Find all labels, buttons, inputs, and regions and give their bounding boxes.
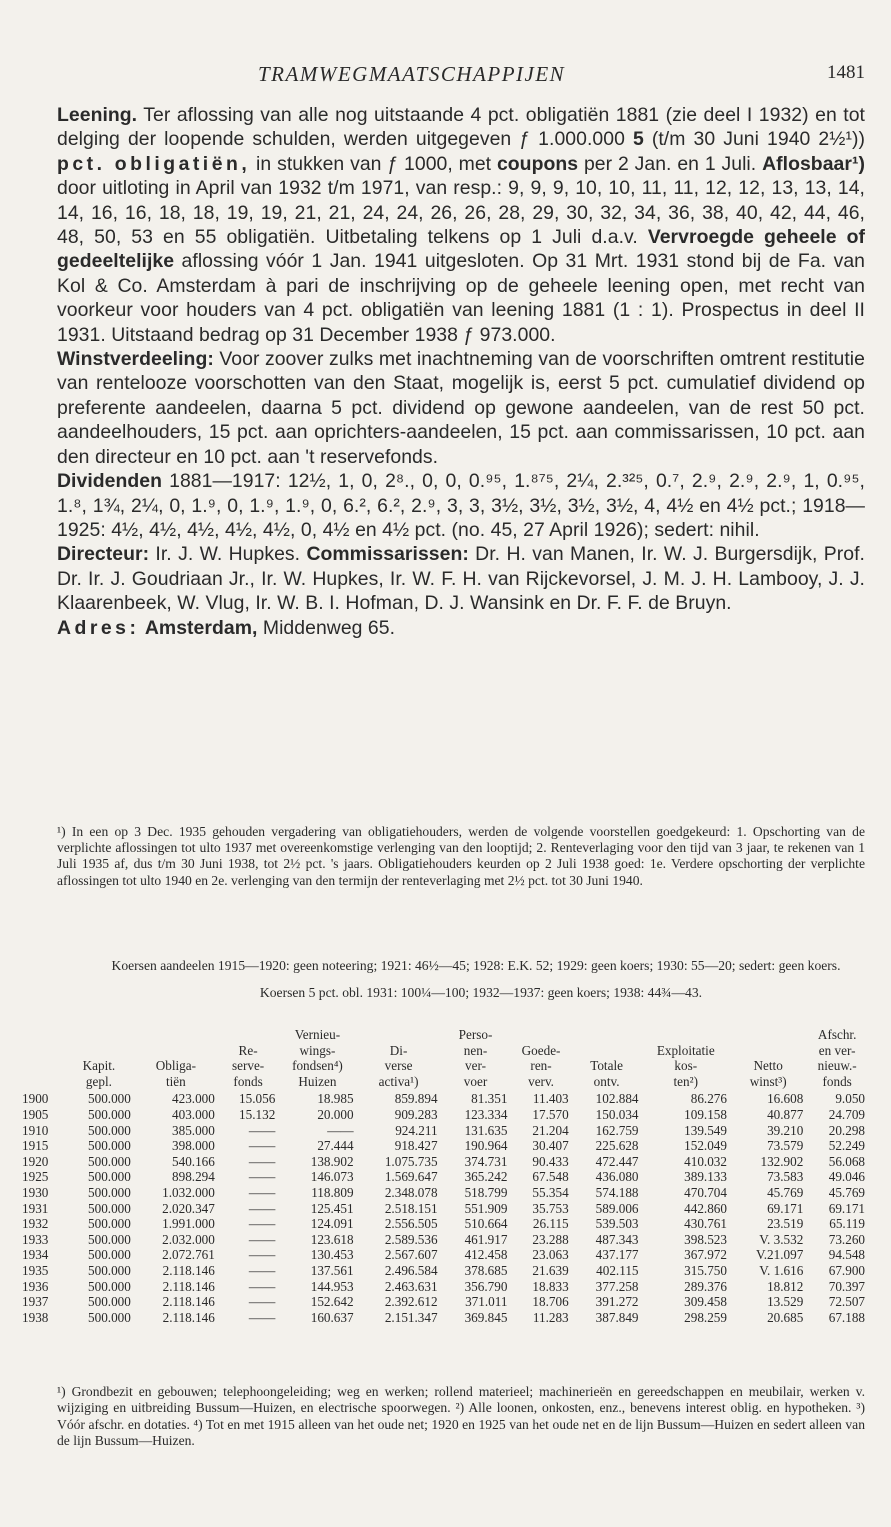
table-cell: 225.628 bbox=[595, 1138, 639, 1154]
table-cell: 540.166 bbox=[172, 1153, 215, 1169]
koersen-obligaties: Koersen 5 pct. obl. 1931: 100¼—100; 1932—1937: geen koers; 1938: 44¾—43. bbox=[259, 984, 703, 1000]
table-cell: 9.050 bbox=[835, 1091, 865, 1107]
table-cell: 23.519 bbox=[767, 1216, 804, 1232]
table-cell: 487.343 bbox=[595, 1231, 639, 1247]
table-cell: 500.000 bbox=[88, 1184, 131, 1200]
table-header-cell bbox=[134, 1027, 218, 1043]
table-cell: 2.556.505 bbox=[384, 1216, 438, 1232]
leening-rate: 5 bbox=[632, 128, 644, 151]
table-header-cell: Perso- bbox=[458, 1027, 493, 1042]
table-cell: 289.376 bbox=[684, 1278, 727, 1294]
table-cell-year: 1935 bbox=[22, 1262, 49, 1278]
table-cell: 500.000 bbox=[88, 1200, 131, 1216]
table-cell: 500.000 bbox=[88, 1294, 131, 1310]
table-header-cell: Exploitatie bbox=[656, 1042, 715, 1058]
table-cell: 377.258 bbox=[595, 1278, 639, 1294]
table-cell: —— bbox=[248, 1294, 276, 1310]
table-cell: 24.709 bbox=[828, 1106, 865, 1122]
table-cell: 39.210 bbox=[767, 1122, 804, 1138]
table-cell: 1.032.000 bbox=[162, 1184, 215, 1200]
table-header-cell: kos- bbox=[674, 1058, 698, 1074]
table-cell: 500.000 bbox=[88, 1309, 131, 1325]
table-header-cell: wings- bbox=[299, 1042, 336, 1058]
table-cell: 2.020.347 bbox=[162, 1200, 215, 1216]
table-header-cell bbox=[572, 1043, 642, 1059]
table-row bbox=[22, 1169, 868, 1185]
table-header-cell bbox=[730, 1043, 806, 1059]
table-cell: 125.451 bbox=[310, 1200, 354, 1216]
table-header bbox=[22, 1027, 868, 1089]
table-cell: 65.119 bbox=[829, 1216, 865, 1232]
table-cell: —— bbox=[248, 1247, 276, 1263]
table-cell: 2.072.761 bbox=[162, 1247, 215, 1263]
table-cell: —— bbox=[248, 1278, 276, 1294]
table-row bbox=[22, 1232, 868, 1248]
table-cell: 500.000 bbox=[88, 1153, 131, 1169]
table-cell: 367.972 bbox=[684, 1247, 727, 1263]
table-row bbox=[22, 1263, 868, 1279]
table-header-cell: Kapit. bbox=[82, 1058, 116, 1074]
running-title: TRAMWEGMAATSCHAPPIJEN bbox=[258, 62, 566, 86]
table-cell: 67.900 bbox=[828, 1262, 865, 1278]
table-row bbox=[22, 1185, 868, 1201]
leening-text-1: Ter aflossing van alle nog uitstaande 4 pct. obligatiën 1881 (zie deel I 1932) en tot delging der loopende schulden, werden uitgegeven ƒ 1.000.000 bbox=[57, 104, 865, 151]
table-cell: 72.507 bbox=[828, 1294, 865, 1310]
financial-table bbox=[22, 1027, 868, 1325]
table-cell: V.21.097 bbox=[755, 1247, 804, 1263]
table-header-cell: nieuw.- bbox=[817, 1058, 857, 1074]
table-cell: 500.000 bbox=[88, 1262, 131, 1278]
table-header-row bbox=[22, 1043, 868, 1059]
table-cell: 500.000 bbox=[88, 1247, 131, 1263]
table-cell: —— bbox=[248, 1216, 276, 1232]
table-cell: —— bbox=[248, 1169, 276, 1185]
leening-coupons: coupons bbox=[496, 152, 579, 175]
table-row bbox=[22, 1247, 868, 1263]
table-cell: V. 1.616 bbox=[759, 1262, 804, 1278]
table-header-cell: tiën bbox=[165, 1073, 186, 1089]
commissarissen-text: Dr. H. van Manen, Ir. W. J. Burgersdijk, Prof. Dr. Ir. J. Goudriaan Jr., Ir. W. Hupkes, Ir. W. F. H. van Rijckevorsel, J. M. J. H. Lambooy, J. J. Klaarenbeek, W. Vlug, Ir. W. B. I. Hofman, D. J. Wansink en Dr. F. F. de Bruyn. bbox=[57, 543, 865, 615]
table-header-cell: fonds bbox=[233, 1073, 263, 1089]
table-cell: 13.529 bbox=[767, 1294, 804, 1310]
table-cell: 2.463.631 bbox=[384, 1278, 438, 1294]
table-header-cell: fonds bbox=[822, 1073, 852, 1089]
table-cell: 2.567.607 bbox=[384, 1247, 438, 1263]
table-cell: 137.561 bbox=[310, 1262, 354, 1278]
table-header-cell: Afschr. bbox=[817, 1027, 857, 1042]
table-cell: 21.639 bbox=[532, 1262, 569, 1278]
table-header-cell: Totale bbox=[590, 1058, 623, 1074]
table-cell: —— bbox=[248, 1231, 276, 1247]
table-cell: 130.453 bbox=[310, 1247, 354, 1263]
table-cell: —— bbox=[248, 1138, 276, 1154]
table-cell: 2.118.146 bbox=[162, 1262, 215, 1278]
paragraph-leening bbox=[57, 103, 865, 347]
table-cell: 410.032 bbox=[684, 1153, 727, 1169]
table-row bbox=[22, 1107, 868, 1123]
table-cell: 27.444 bbox=[317, 1138, 354, 1154]
table-cell-year: 1910 bbox=[22, 1122, 49, 1138]
table-header-cell bbox=[510, 1027, 571, 1043]
table-header-cell: verv. bbox=[528, 1073, 554, 1089]
table-cell-year: 1938 bbox=[22, 1309, 49, 1325]
table-cell: 371.011 bbox=[465, 1294, 508, 1310]
table-header-row bbox=[22, 1058, 868, 1074]
table-header-cell bbox=[22, 1074, 64, 1090]
table-cell: V. 3.532 bbox=[759, 1231, 804, 1247]
table-cell: 20.298 bbox=[828, 1122, 865, 1138]
table-cell: 374.731 bbox=[464, 1153, 508, 1169]
table-cell: 461.917 bbox=[464, 1231, 508, 1247]
body-text bbox=[57, 103, 865, 640]
table-header-cell: ontv. bbox=[593, 1073, 620, 1089]
table-cell: 423.000 bbox=[172, 1091, 215, 1107]
table-cell: 40.877 bbox=[767, 1106, 804, 1122]
paragraph-winstverdeeling bbox=[57, 347, 865, 469]
table-header-cell: ten²) bbox=[673, 1073, 698, 1089]
table-cell: 49.046 bbox=[828, 1169, 865, 1185]
table-cell: 138.902 bbox=[310, 1153, 354, 1169]
table-cell: 500.000 bbox=[88, 1216, 131, 1232]
table-cell: 402.115 bbox=[596, 1262, 639, 1278]
table-header-cell bbox=[22, 1027, 64, 1043]
table-cell: 898.294 bbox=[172, 1169, 215, 1185]
table-cell: 2.348.078 bbox=[384, 1184, 438, 1200]
table-cell: 2.589.536 bbox=[384, 1231, 438, 1247]
table-cell: 500.000 bbox=[88, 1278, 131, 1294]
table-cell: 2.496.584 bbox=[384, 1262, 438, 1278]
table-row bbox=[22, 1279, 868, 1295]
table-cell: 86.276 bbox=[690, 1091, 727, 1107]
table-cell: 20.685 bbox=[767, 1309, 804, 1325]
dividenden-text: 1881—1917: 12½, 1, 0, 2⁸., 0, 0, 0.⁹⁵, 1.⁸⁷⁵, 2¼, 2.³²⁵, 0.⁷, 2.⁹, 2.⁹, 2.⁹, 1, 0.⁹⁵, 1.⁸, 1¾, 2¼, 0, 1.⁹, 0, 1.⁹, 1.⁹, 0, 6.², 6.², 2.⁹, 3, 3, 3½, 3½, 3½, 3½, 4, 4½ en 4½ pct.; 1918—1925: 4½, 4½, 4½, 4½, 4½, 0, 4½ en 4½ pct. (no. 45, 27 April 1926); sedert: nihil. bbox=[57, 470, 865, 541]
table-cell: 2.392.612 bbox=[384, 1294, 438, 1310]
koersen-aandeelen: Koersen aandeelen 1915—1920: geen noteering; 1921: 46½—45; 1928: E.K. 52; 1929: geen koers; 1930: 55—20; sedert: geen koers. bbox=[111, 958, 841, 973]
table-row bbox=[22, 1201, 868, 1217]
table-cell: 356.790 bbox=[464, 1278, 508, 1294]
table-cell: 918.427 bbox=[394, 1138, 438, 1154]
table-cell-year: 1920 bbox=[22, 1153, 49, 1169]
table-cell: 391.272 bbox=[595, 1294, 639, 1310]
table-header-cell bbox=[22, 1043, 64, 1059]
table-cell: 45.769 bbox=[828, 1184, 865, 1200]
table-cell: 102.884 bbox=[595, 1091, 639, 1107]
table-cell: 2.118.146 bbox=[162, 1309, 215, 1325]
table-header-cell bbox=[642, 1027, 730, 1043]
table-header-cell: Huizen bbox=[298, 1073, 337, 1089]
table-cell-year: 1936 bbox=[22, 1278, 49, 1294]
table-cell: 574.188 bbox=[595, 1184, 639, 1200]
table-cell: 150.034 bbox=[595, 1106, 639, 1122]
table-cell: 23.288 bbox=[532, 1231, 569, 1247]
table-cell: —— bbox=[327, 1122, 354, 1138]
leening-text-3: in stukken van ƒ 1000, met bbox=[250, 152, 497, 175]
table-cell: 69.171 bbox=[828, 1200, 865, 1216]
table-cell: 472.447 bbox=[595, 1153, 639, 1169]
table-cell: 67.188 bbox=[828, 1309, 865, 1325]
table-body bbox=[22, 1089, 868, 1325]
table-cell: —— bbox=[248, 1153, 276, 1169]
table-header-cell: nen- bbox=[463, 1042, 488, 1058]
table-cell: —— bbox=[248, 1262, 276, 1278]
table-cell: 18.985 bbox=[317, 1091, 354, 1107]
table-header-row bbox=[22, 1027, 868, 1043]
table-cell: 11.403 bbox=[532, 1091, 569, 1107]
table-cell: 56.068 bbox=[828, 1153, 865, 1169]
leening-text-6: aflossing vóór 1 Jan. 1941 uitgesloten. Op 31 Mrt. 1931 stond bij de Fa. van Kol & Co. Amsterdam à pari de inschrijving op de geheele leening open, met recht van voorkeur voor houders van 4 pct. obligatiën van leening 1881 (1 : 1). Prospectus in deel II 1931. Uitstaand bedrag op 31 December 1938 ƒ 973.000. bbox=[57, 250, 865, 346]
table-cell: 20.000 bbox=[317, 1106, 354, 1122]
table-cell: 73.583 bbox=[767, 1169, 804, 1185]
table-header-cell: ver- bbox=[465, 1058, 486, 1074]
table-cell: 35.753 bbox=[532, 1200, 569, 1216]
running-head bbox=[0, 62, 891, 88]
commissarissen-heading: Commissarissen: bbox=[306, 543, 469, 566]
table-cell: 109.158 bbox=[684, 1106, 727, 1122]
table-cell: 437.177 bbox=[595, 1247, 639, 1263]
leening-text-2: (t/m 30 Juni 1940 2½¹)) bbox=[643, 128, 865, 151]
table-cell: 23.063 bbox=[532, 1247, 569, 1263]
table-header-cell: Di- bbox=[389, 1042, 408, 1058]
table-cell: 45.769 bbox=[767, 1184, 804, 1200]
adres-city: Amsterdam, bbox=[144, 616, 258, 639]
table-cell: 369.845 bbox=[464, 1309, 508, 1325]
table-cell: 398.523 bbox=[684, 1231, 727, 1247]
table-cell: 94.548 bbox=[828, 1247, 865, 1263]
table-cell-year: 1930 bbox=[22, 1184, 49, 1200]
table-cell: 1.075.735 bbox=[384, 1153, 438, 1169]
table-header-cell: gepl. bbox=[85, 1073, 112, 1089]
table-cell: 365.242 bbox=[464, 1169, 508, 1185]
table-cell: 146.073 bbox=[310, 1169, 354, 1185]
table-cell: 162.759 bbox=[595, 1122, 639, 1138]
table-cell: 152.642 bbox=[310, 1294, 354, 1310]
table-cell: 315.750 bbox=[684, 1262, 727, 1278]
winst-heading: Winstverdeeling: bbox=[57, 348, 214, 371]
table-cell: 385.000 bbox=[172, 1122, 215, 1138]
table-cell: 500.000 bbox=[88, 1138, 131, 1154]
table-cell: 387.849 bbox=[595, 1309, 639, 1325]
table-header-cell: Re- bbox=[238, 1042, 258, 1058]
table-cell: 589.006 bbox=[595, 1200, 639, 1216]
table-cell: 500.000 bbox=[88, 1169, 131, 1185]
table-cell: 1.991.000 bbox=[162, 1216, 215, 1232]
table-header-cell: Vernieu- bbox=[294, 1027, 341, 1042]
leening-obligaties: pct. obligatiën, bbox=[57, 152, 251, 175]
dividenden-heading: Dividenden bbox=[57, 470, 163, 493]
paragraph-dividenden bbox=[57, 469, 865, 542]
table-cell: 18.833 bbox=[532, 1278, 569, 1294]
table-cell: 124.091 bbox=[310, 1216, 354, 1232]
table-cell: 924.211 bbox=[395, 1122, 438, 1138]
adres-heading: Adres: bbox=[57, 616, 140, 639]
table-row bbox=[22, 1123, 868, 1139]
table-header-row bbox=[22, 1074, 868, 1090]
table-cell: 1.569.647 bbox=[384, 1169, 438, 1185]
table-cell: —— bbox=[248, 1184, 276, 1200]
table-header-cell bbox=[730, 1027, 806, 1043]
table-cell: 144.953 bbox=[310, 1278, 354, 1294]
table-cell: 55.354 bbox=[532, 1184, 569, 1200]
table-cell: 18.812 bbox=[767, 1278, 804, 1294]
table-cell: 510.664 bbox=[464, 1216, 508, 1232]
table-header-cell bbox=[134, 1043, 218, 1059]
table-cell: 500.000 bbox=[88, 1091, 131, 1107]
table-cell-year: 1932 bbox=[22, 1216, 49, 1232]
table-cell: 470.704 bbox=[684, 1184, 727, 1200]
table-cell: —— bbox=[248, 1200, 276, 1216]
paragraph-adres bbox=[57, 616, 865, 640]
table-cell: 378.685 bbox=[464, 1262, 508, 1278]
table-cell: 2.118.146 bbox=[162, 1278, 215, 1294]
table-cell: 442.860 bbox=[684, 1200, 727, 1216]
winst-text: Voor zoover zulks met inachtneming van de voorschriften omtrent restitutie van rentelooze voorschotten van den Staat, mogelijk is, eerst 5 pct. cumulatief dividend op preferente aandeelen, daarna 5 pct. dividend op gewone aandeelen, van de rest 50 pct. aandeelhouders, 15 pct. aan oprichters-aandeelen, 15 pct. aan commissarissen, 10 pct. aan den directeur en 10 pct. aan 't reservefonds. bbox=[57, 348, 865, 468]
table-cell: 73.260 bbox=[828, 1231, 865, 1247]
table-header-cell bbox=[218, 1027, 278, 1043]
table-cell: 15.132 bbox=[239, 1106, 276, 1122]
table-row bbox=[22, 1154, 868, 1170]
table-header-cell bbox=[64, 1043, 134, 1059]
footnote-main: ¹) In een op 3 Dec. 1935 gehouden vergadering van obligatiehouders, werden de volgende voorstellen goedgekeurd: 1. Opschorting van de verplichte aflossingen tot ulto 1937 met overeenkomstige verlenging van den looptijd; 2. Renteverlaging voor den tijd van 3 jaar, te rekenen van 1 Juli 1935 af, dus t/m 30 Juni 1938, tot 2½ pct. 's jaars. Obligatiehouders keurden op 2 Juli 1938 goed: 1e. Verdere opschorting der verplichte aflossingen tot ulto 1940 en 2e. verlenging van den termijn der renteverlaging met 2½ pct. tot 30 Juni 1940. bbox=[57, 824, 865, 888]
table-cell: 190.964 bbox=[464, 1138, 508, 1154]
paragraph-bestuur bbox=[57, 542, 865, 615]
table-header-cell bbox=[22, 1058, 64, 1074]
leening-aflosbaar: Aflosbaar¹) bbox=[762, 152, 865, 175]
adres-text: Middenweg 65. bbox=[257, 616, 396, 639]
table-cell: 436.080 bbox=[595, 1169, 639, 1185]
leening-vervroegde: Vervroegde geheele of gedeeltelijke bbox=[57, 226, 866, 273]
table-header-cell: activa¹) bbox=[378, 1073, 419, 1089]
table-cell: 17.570 bbox=[532, 1106, 569, 1122]
table-row bbox=[22, 1294, 868, 1310]
table-cell: 430.761 bbox=[684, 1216, 727, 1232]
table-cell: 2.118.146 bbox=[162, 1294, 215, 1310]
table-header-cell: en ver- bbox=[818, 1042, 856, 1058]
table-cell-year: 1925 bbox=[22, 1169, 49, 1185]
table-header-cell: Obliga- bbox=[155, 1058, 196, 1074]
table-cell: —— bbox=[248, 1309, 276, 1325]
table-cell: 518.799 bbox=[464, 1184, 508, 1200]
table-cell: 118.809 bbox=[311, 1184, 354, 1200]
leening-heading: Leening. bbox=[57, 104, 138, 126]
table-cell: 389.133 bbox=[684, 1169, 727, 1185]
table-cell: 30.407 bbox=[532, 1138, 569, 1154]
table-cell: 132.902 bbox=[760, 1153, 804, 1169]
table-row bbox=[22, 1310, 868, 1326]
table-cell: 67.548 bbox=[532, 1169, 569, 1185]
table-header-cell: verse bbox=[384, 1058, 413, 1074]
table-cell: 81.351 bbox=[471, 1091, 508, 1107]
page-number: 1481 bbox=[827, 62, 865, 83]
table-cell: 398.000 bbox=[172, 1138, 215, 1154]
table-row bbox=[22, 1216, 868, 1232]
table-cell-year: 1934 bbox=[22, 1247, 49, 1263]
table-header-cell: serve- bbox=[231, 1058, 265, 1074]
table-header-cell bbox=[572, 1027, 642, 1043]
leening-text-4: per 2 Jan. en 1 Juli. bbox=[578, 152, 763, 175]
table-cell: 2.151.347 bbox=[384, 1309, 438, 1325]
table-cell: 152.049 bbox=[684, 1138, 727, 1154]
table-cell: 500.000 bbox=[88, 1106, 131, 1122]
table-cell: 123.618 bbox=[310, 1231, 354, 1247]
footnote-table: ¹) Grondbezit en gebouwen; telephoongeleiding; weg en werken; rollend materieel; machinerieën en gereedschappen en meubilair, werken v. wijziging en uitbreiding Bussum—Huizen, en electrische spoorwegen. ²) Alle loonen, onkosten, enz., benevens interest oblig. en hypotheken. ³) Vóór afschr. en dotaties. ⁴) Tot en met 1915 alleen van het oude net; 1920 en 1925 van het oude net en de lijn Bussum—Huizen en sedert alleen van de lijn Bussum—Huizen. bbox=[57, 1384, 865, 1448]
table-cell: 298.259 bbox=[684, 1309, 727, 1325]
table-cell: 309.458 bbox=[684, 1294, 727, 1310]
table-cell: 500.000 bbox=[88, 1231, 131, 1247]
table-cell: 160.637 bbox=[310, 1309, 354, 1325]
table-cell: 551.909 bbox=[464, 1200, 508, 1216]
table-cell-year: 1905 bbox=[22, 1106, 49, 1122]
table-header-cell: winst³) bbox=[749, 1073, 787, 1089]
table-cell: 26.115 bbox=[532, 1216, 569, 1232]
table-cell-year: 1915 bbox=[22, 1138, 49, 1154]
table-header-cell bbox=[64, 1027, 134, 1043]
table-cell-year: 1931 bbox=[22, 1200, 49, 1216]
table-cell-year: 1900 bbox=[22, 1091, 49, 1107]
koersen bbox=[57, 958, 865, 1001]
table-cell: 123.334 bbox=[464, 1106, 508, 1122]
table-cell: 21.204 bbox=[532, 1122, 569, 1138]
table-cell: 11.283 bbox=[532, 1309, 569, 1325]
table-cell: 73.579 bbox=[767, 1138, 804, 1154]
table-cell: 2.518.151 bbox=[384, 1200, 438, 1216]
table-header-cell: fondsen⁴) bbox=[292, 1058, 343, 1074]
table-cell: 909.283 bbox=[394, 1106, 438, 1122]
table-header-cell bbox=[357, 1027, 441, 1043]
table-cell: 403.000 bbox=[172, 1106, 215, 1122]
table-cell: 69.171 bbox=[767, 1200, 804, 1216]
leening-text-5: door uitloting in April van 1932 t/m 1971, van resp.: 9, 9, 9, 10, 10, 11, 11, 12, 12, 13, 13, 14, 14, 16, 16, 18, 18, 19, 19, 21, 21, 24, 24, 26, 26, 28, 29, 30, 32, 34, 36, 38, 40, 42, 44, 46, 48, 50, 53 en 55 obligatiën. Uitbetaling telkens op 1 Juli d.a.v. bbox=[57, 177, 865, 249]
table-cell: —— bbox=[248, 1122, 276, 1138]
table-cell: 90.433 bbox=[532, 1153, 569, 1169]
table-cell: 500.000 bbox=[88, 1122, 131, 1138]
table-cell: 18.706 bbox=[532, 1294, 569, 1310]
table-header-cell: Netto bbox=[753, 1058, 783, 1074]
table-cell-year: 1937 bbox=[22, 1294, 49, 1310]
table-cell: 15.056 bbox=[239, 1091, 276, 1107]
table-cell-year: 1933 bbox=[22, 1231, 49, 1247]
table-header-cell: ren- bbox=[530, 1058, 552, 1074]
table-cell: 16.608 bbox=[767, 1091, 804, 1107]
directeur-heading: Directeur: bbox=[57, 543, 150, 566]
directeur-text: Ir. J. W. Hupkes. bbox=[149, 543, 307, 566]
table-row bbox=[22, 1138, 868, 1154]
table-cell: 131.635 bbox=[464, 1122, 508, 1138]
table-cell: 412.458 bbox=[464, 1247, 508, 1263]
table-cell: 859.894 bbox=[394, 1091, 438, 1107]
table-row bbox=[22, 1089, 868, 1107]
table-cell: 70.397 bbox=[828, 1278, 865, 1294]
table-header-cell: Goede- bbox=[521, 1042, 561, 1058]
table-cell: 52.249 bbox=[828, 1138, 865, 1154]
table-header-cell: voer bbox=[463, 1073, 488, 1089]
table-cell: 2.032.000 bbox=[162, 1231, 215, 1247]
table-cell: 139.549 bbox=[684, 1122, 727, 1138]
table-cell: 539.503 bbox=[595, 1216, 639, 1232]
